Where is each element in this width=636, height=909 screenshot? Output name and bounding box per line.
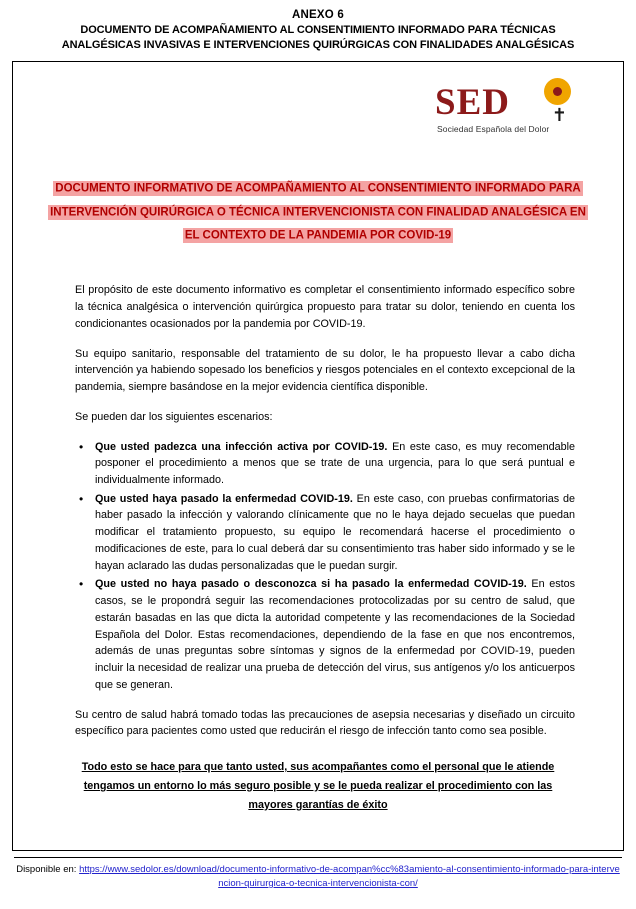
paragraph-purpose: El propósito de este documento informativo es completar el consentimiento informado específico sobre la técnica analgésica o intervención quirúrgica propuesto para tratar su dolor, teniendo en cuenta los condicionantes ocasionados por la pandemia por COVID-19. [75,284,575,330]
sed-logo [435,78,575,140]
annex-title-line1: DOCUMENTO DE ACOMPAÑAMIENTO AL CONSENTIMIENTO INFORMADO PARA TÉCNICAS [80,24,556,36]
paragraph-asepsia: Su centro de salud habrá tomado todas las precauciones de asepsia necesarias y diseñado un circuito específico para pacientes como usted que reducirán el riesgo de infección tanto como sea posible. [75,708,575,738]
list-item [75,439,575,489]
page-header [0,0,636,61]
scenario-rest: En estos casos, se le propondrá seguir las recomendaciones protocolizadas por su centro de salud, que estarán basadas en las que dicta la autoridad competente y las recomendaciones de la Sociedad Española del Dolor. Estas recomendaciones, dependiendo de la fase en que nos encontremos, además de unas preguntas sobre síntomas y signos de la enfermedad por COVID-19, pueden incluir la necesidad de realizar una prueba de detección del virus, sus antígenos y/o los anticuerpos que se generan. [95,578,576,691]
document-frame [12,61,624,851]
source-link[interactable]: https://www.sedolor.es/download/documento-informativo-de-acompan%cc%83amiento-al-consentimiento-informado-para-intervencion-quirurgica-o-tecnica-intervencionista-con/ [79,863,620,889]
logo-row [33,72,603,144]
document-title-text: DOCUMENTO INFORMATIVO DE ACOMPAÑAMIENTO AL CONSENTIMIENTO INFORMADO PARA INTERVENCIÓN QUIRÚRGICA O TÉCNICA INTERVENCIONISTA CON FINALIDAD ANALGÉSICA EN EL CONTEXTO DE LA PANDEMIA POR COVID-19 [50,182,586,242]
paragraph-team: Su equipo sanitario, responsable del tratamiento de su dolor, le ha propuesto llevar a cabo dicha intervención ya habiendo sopesado los beneficios y riesgos potenciales en el contexto excepcional de la pandemia, siempre basándose en la mejor evidencia científica disponible. [75,347,575,394]
scenario-lead: Que usted haya pasado la enfermedad COVID-19. [95,492,353,505]
footer [14,857,622,892]
scenario-lead: Que usted padezca una infección activa por COVID-19. [95,440,388,453]
scenario-lead: Que usted no haya pasado o desconozca si ha pasado la enfermedad COVID-19. [95,578,527,591]
annex-label: ANEXO 6 [292,9,344,21]
paragraph-scenarios-intro: Se pueden dar los siguientes escenarios: [75,410,273,423]
closing-statement: Todo esto se hace para que tanto usted, sus acompañantes como el personal que le atiende tengamos un entorno lo más seguro posible y se le pueda realizar el procedimiento con las mayores garantías de éxito [81,761,555,811]
list-item [75,491,575,575]
annex-title [14,23,622,53]
target-icon [544,78,571,105]
logo-acronym: SED [435,81,510,123]
scenario-rest: En este caso, es muy recomendable posponer el procedimiento a menos que se trate de una urgencia, para lo que será puntual e individualmente informado. [95,440,575,486]
logo-subtitle: Sociedad Española del Dolor [437,123,550,134]
document-title [41,178,595,249]
scenarios-list [75,439,575,694]
needle-icon: ✝ [551,104,567,125]
document-body [75,282,575,740]
footer-label: Disponible en: [16,863,80,875]
annex-title-line2: ANALGÉSICAS INVASIVAS E INTERVENCIONES QUIRÚRGICAS CON FINALIDADES ANALGÉSICAS [61,38,575,51]
list-item [75,576,575,693]
scenario-rest: En este caso, con pruebas confirmatorias de haber pasado la infección y valorando clínicamente que no le haya dejado secuelas que puedan modificar el tratamiento propuesto, su equipo le recomendará hacerse el procedimiento o modificaciones de este, para lo cual deberá dar su consentimiento tras haber sido informado y se le hayan aclarado las dudas personalizadas que le puedan surgir. [95,492,575,572]
